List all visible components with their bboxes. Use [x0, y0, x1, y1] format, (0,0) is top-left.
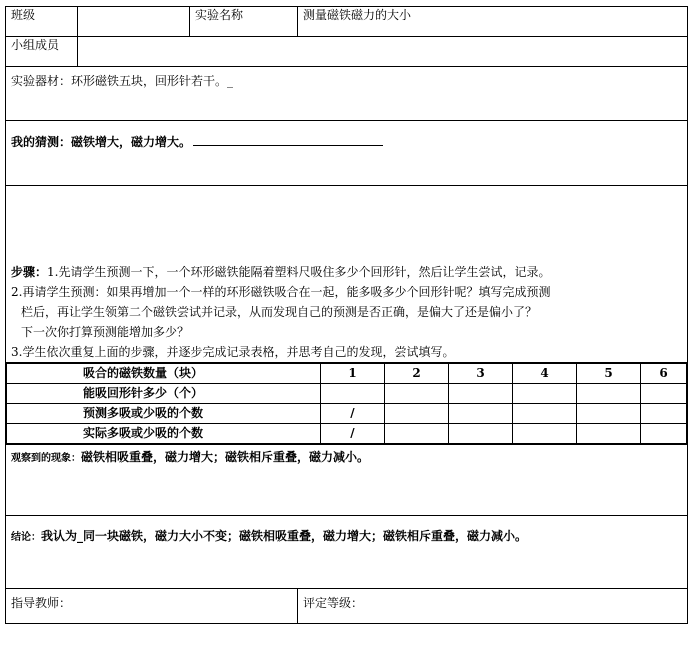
table-cell[interactable] — [513, 384, 577, 404]
record-table — [6, 362, 687, 444]
row-label-clips: 能吸回形针多少（个） — [7, 384, 321, 404]
table-cell[interactable] — [385, 404, 449, 424]
observation-text[interactable]: 磁铁相吸重叠，磁力增大；磁铁相斥重叠，磁力减小。 — [81, 450, 370, 464]
table-cell: / — [321, 424, 385, 444]
conclusion-label: 结论： — [11, 532, 41, 543]
table-cell[interactable] — [449, 404, 513, 424]
magnet-count-2: 2 — [385, 363, 449, 384]
step-2-line-2: 栏后，再让学生领第二个磁铁尝试并记录，从而发现自己的预测是否正确，是偏大了还是偏小了？ — [21, 305, 538, 319]
observation-row — [6, 445, 688, 516]
table-cell[interactable] — [385, 424, 449, 444]
experiment-name-label: 实验名称 — [190, 7, 298, 37]
step-2-line-3: 下一次你打算预测能增加多少？ — [21, 325, 190, 339]
magnet-count-3: 3 — [449, 363, 513, 384]
class-value-field[interactable] — [78, 7, 190, 37]
steps-label: 步骤： — [11, 265, 48, 279]
guess-text[interactable]: 磁铁增大，磁力增大。 — [71, 135, 192, 149]
group-members-field[interactable] — [78, 37, 688, 67]
table-cell[interactable] — [513, 404, 577, 424]
table-cell[interactable] — [321, 384, 385, 404]
table-row — [7, 424, 687, 444]
guess-underline — [193, 133, 383, 146]
materials-text: 实验器材：环形磁铁五块，回形针若干。_ — [11, 74, 234, 88]
guess-label: 我的猜测： — [11, 135, 72, 149]
class-label: 班级 — [6, 7, 78, 37]
table-cell[interactable] — [641, 424, 687, 444]
table-row — [7, 404, 687, 424]
row-label-predicted: 预测多吸或少吸的个数 — [7, 404, 321, 424]
group-label: 小组成员 — [6, 37, 78, 67]
steps-block — [6, 186, 687, 362]
worksheet-table — [5, 6, 688, 624]
step-2-line-1: 2.再请学生预测：如果再增加一个一样的环形磁铁吸合在一起，能多吸多少个回形针呢？填写完成预测 — [11, 285, 551, 299]
table-cell[interactable] — [449, 384, 513, 404]
table-cell[interactable] — [577, 424, 641, 444]
magnet-count-4: 4 — [513, 363, 577, 384]
record-header-row — [7, 363, 687, 384]
record-header-label: 吸合的磁铁数量（块） — [7, 363, 321, 384]
table-cell[interactable] — [641, 384, 687, 404]
footer-row — [6, 589, 688, 624]
group-row — [6, 37, 688, 67]
materials-row — [6, 67, 688, 121]
conclusion-row — [6, 516, 688, 589]
observation-label: 观察到的现象： — [11, 453, 81, 464]
guess-row — [6, 121, 688, 186]
table-cell[interactable] — [449, 424, 513, 444]
table-cell[interactable] — [577, 384, 641, 404]
row-label-actual: 实际多吸或少吸的个数 — [7, 424, 321, 444]
steps-row — [6, 186, 688, 445]
table-row — [7, 384, 687, 404]
magnet-count-5: 5 — [577, 363, 641, 384]
grade-label: 评定等级： — [303, 596, 364, 610]
header-row — [6, 7, 688, 37]
table-cell[interactable] — [385, 384, 449, 404]
table-cell[interactable] — [577, 404, 641, 424]
step-3: 3.学生依次重复上面的步骤，并逐步完成记录表格，并思考自己的发现，尝试填写。 — [11, 345, 455, 359]
table-cell[interactable] — [513, 424, 577, 444]
teacher-label: 指导教师： — [11, 596, 72, 610]
conclusion-text[interactable]: 我认为_同一块磁铁，磁力大小不变；磁铁相吸重叠，磁力增大；磁铁相斥重叠，磁力减小。 — [41, 529, 528, 543]
step-1: 1.先请学生预测一下，一个环形磁铁能隔着塑料尺吸住多少个回形针，然后让学生尝试，记录。 — [47, 265, 551, 279]
table-cell[interactable] — [641, 404, 687, 424]
magnet-count-1: 1 — [321, 363, 385, 384]
experiment-name-value[interactable]: 测量磁铁磁力的大小 — [298, 7, 688, 37]
magnet-count-6: 6 — [641, 363, 687, 384]
table-cell: / — [321, 404, 385, 424]
experiment-worksheet — [5, 6, 687, 624]
